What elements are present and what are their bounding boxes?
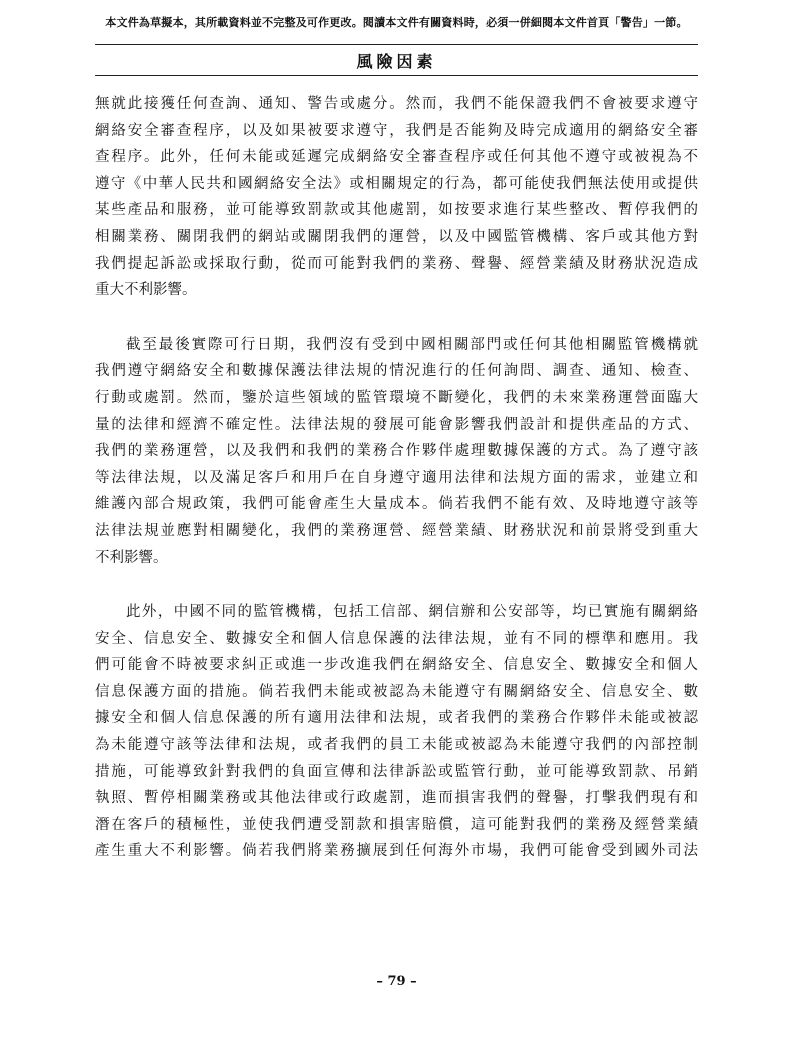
text-line: 相關業務、關閉我們的網站或關閉我們的運營，以及中國監管機構、客戶或其他方對 (95, 228, 698, 245)
text-line: 我們提起訴訟或採取行動，從而可能對我們的業務、聲譽、經營業績及財務狀況造成 (95, 255, 698, 272)
text-line: 安全、信息安全、數據安全和個人信息保護的法律法規，並有不同的標準和應用。我 (95, 630, 698, 647)
text-line: 行動或處罰。然而，鑒於這些領域的監管環境不斷變化，我們的未來業務運營面臨大 (95, 389, 698, 406)
paragraph-1 (95, 91, 698, 304)
text-line: 我們的業務運營，以及我們和我們的業務合作夥伴處理數據保護的方式。為了遵守該 (95, 443, 698, 460)
text-line: 網絡安全審查程序，以及如果被要求遵守，我們是否能夠及時完成適用的網絡安全審 (95, 122, 698, 139)
header-rule-bottom (95, 75, 698, 76)
text-line: 法律法規並應對相關變化，我們的業務運營、經營業績、財務狀況和前景將受到重大 (95, 522, 698, 539)
text-line: 不利影響。 (95, 549, 168, 566)
text-line: 此外，中國不同的監管機構，包括工信部、網信辦和公安部等，均已實施有關網絡 (126, 604, 698, 621)
text-line: 措施，可能導致針對我們的負面宣傳和法律訴訟或監管行動，並可能導致罰款、吊銷 (95, 763, 698, 780)
text-line: 為未能遵守該等法律和法規，或者我們的員工未能或被認為未能遵守我們的內部控制 (95, 737, 698, 754)
text-line: 執照、暫停相關業務或其他法律或行政處罰，進而損害我們的聲譽，打擊我們現有和 (95, 790, 698, 807)
text-line: 量的法律和經濟不確定性。法律法規的發展可能會影響我們設計和提供產品的方式、 (95, 416, 698, 433)
paragraph-2 (95, 332, 698, 571)
text-line: 截至最後實際可行日期，我們沒有受到中國相關部門或任何其他相關監管機構就 (126, 336, 698, 353)
text-line: 無就此接獲任何查詢、通知、警告或處分。然而，我們不能保證我們不會被要求遵守 (95, 96, 698, 112)
text-line: 們可能會不時被要求糾正或進一步改進我們在網絡安全、信息安全、數據安全和個人 (95, 657, 698, 674)
text-line: 遵守《中華人民共和國網絡安全法》或相關規定的行為，都可能使我們無法使用或提供 (95, 175, 698, 192)
text-line: 潛在客戶的積極性，並使我們遭受罰款和損害賠償，這可能對我們的業務及經營業績 (95, 816, 698, 833)
text-line: 維護內部合規政策，我們可能會產生大量成本。倘若我們不能有效、及時地遵守該等 (95, 496, 698, 513)
section-title: 風險因素 (356, 52, 437, 71)
text-line: 等法律法規，以及滿足客戶和用戶在自身遵守適用法律和法規方面的需求，並建立和 (95, 469, 698, 486)
document-body (95, 91, 698, 893)
draft-disclaimer: 本文件為草擬本，其所載資料並不完整及可作更改。閱讀本文件有關資料時，必須一併細閱本文件首頁「警告」一節。 (105, 16, 688, 29)
text-line: 查程序。此外，任何未能或延遲完成網絡安全審查程序或任何其他不遵守或被視為不 (95, 149, 698, 166)
text-line: 信息保護方面的措施。倘若我們未能或被認為未能遵守有關網絡安全、信息安全、數 (95, 683, 698, 700)
text-line: 我們遵守網絡安全和數據保護法律法規的情況進行的任何詢問、調查、通知、檢查、 (95, 363, 698, 380)
text-line: 重大不利影響。 (95, 282, 197, 299)
header-rule-top (95, 44, 698, 45)
text-line: 據安全和個人信息保護的所有適用法律和法規，或者我們的業務合作夥伴未能或被認 (95, 710, 698, 727)
page-number: – 79 – (376, 974, 417, 989)
text-line: 某些產品和服務，並可能導致罰款或其他處罰，如按要求進行某些整改、暫停我們的 (95, 202, 698, 219)
text-line: 產生重大不利影響。倘若我們將業務擴展到任何海外市場，我們可能會受到國外司法 (95, 843, 698, 860)
paragraph-3 (95, 599, 698, 865)
